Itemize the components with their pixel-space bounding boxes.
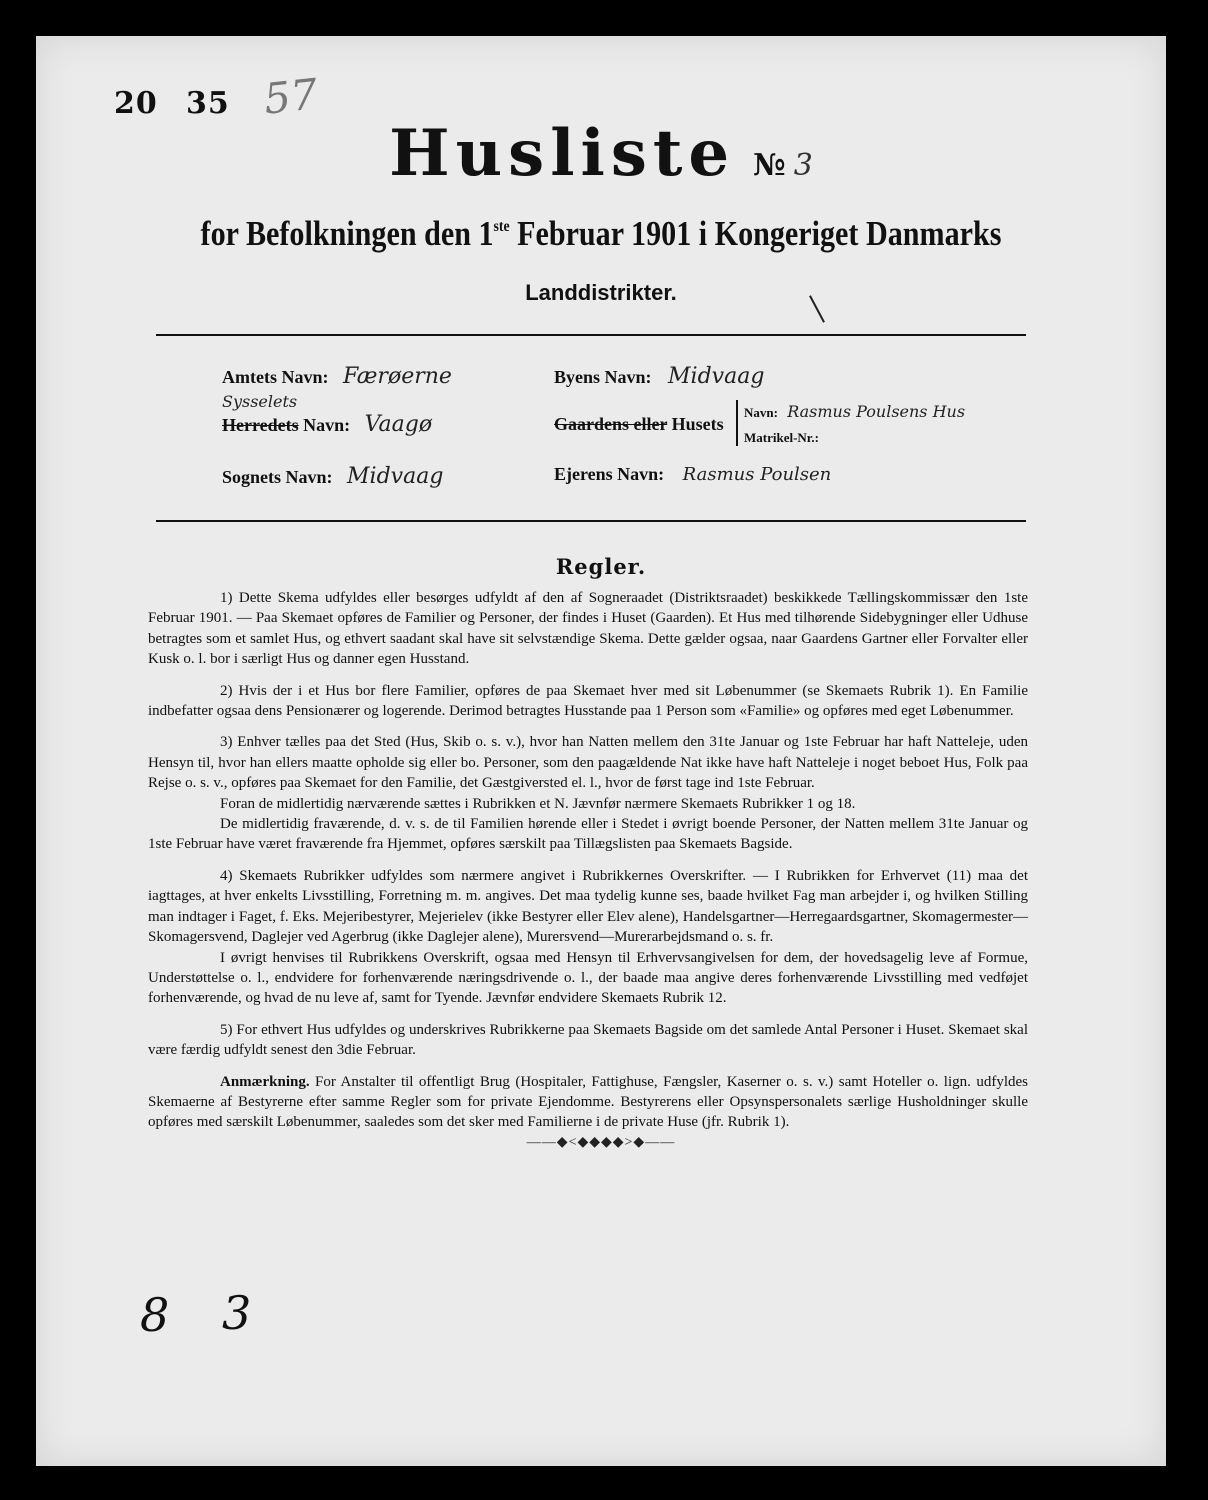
ejer-label: Ejerens Navn: <box>554 464 665 484</box>
ejer-field <box>554 464 831 485</box>
rule-2: 2) Hvis der i et Hus bor flere Familier, opføres de paa Skemaet hver med sit Løbenummer (se Skemaets Rubrik 1). En Familie indbefatter ogsaa dens Pensionærer og logerende. Derimod betragtes Husstande paa 1 Person som «Familie» og opføres med eget Løbenummer. <box>148 682 1028 720</box>
ornament-divider: ——◆<◆◆◆◆>◆—— <box>526 1135 676 1150</box>
subtitle-part-b: Februar 1901 i Kongeriget Danmarks <box>509 214 1002 253</box>
brace-line <box>736 400 738 446</box>
rule-4: 4) Skemaets Rubrikker udfyldes som nærmere angivet i Rubrikkernes Overskrifter. — I Rubrikken for Erhvervet (11) maa det iagttages, at hver enkelts Livsstilling, Forretning m. m. angives. Det maa tydelig kunne ses, baade hvilket Fag man arbejder i, og hvilken Stilling man indtager i Faget, f. Eks. Mejeribestyrer, Mejerielev (ikke Bestyrer eller Elev alene), Handelsgartner—Herregaardsgartner, Skomagermester—Skomagersvend, Daglejer ved Agerbrug (ikke Daglejer alene), Murersvend—Murerarbejdsmand o. s. fr. <box>148 867 1028 946</box>
gaard-struck: Gaardens eller <box>554 414 668 434</box>
by-value: Midvaag <box>668 364 765 389</box>
sogn-value: Midvaag <box>347 464 444 489</box>
hand-number-2: 3 <box>222 1286 252 1340</box>
title-main: Husliste <box>389 116 736 191</box>
amt-field <box>222 364 452 389</box>
matrikel: Matrikel-Nr.: <box>744 430 819 445</box>
sogn-field <box>222 464 443 489</box>
rule-4b: I øvrigt henvises til Rubrikkens Overskrift, ogsaa med Hensyn til Erhvervsangivelsen for dem, der hovedsagelig leve af Formue, Understøttelse o. l., endvidere for forhenværende næringsdrivende o. l., der baade maa angive deres forhenværende Livsstilling med vedføjet forhenværende, og hvad de nu leve af, samt for Tyende. Jævnfør endvidere Skemaets Rubrik 12. <box>148 949 1028 1007</box>
rule-1: 1) Dette Skema udfyldes eller besørges udfyldt af den af Sogneraadet (Distriktsraadet) beskikkede Tællingskommissær den 1ste Februar 1901. — Paa Skemaet opføres de Familier og Personer, der findes i Huset (Gaarden). Et Hus med tilhørende Sidebygninger eller Udhuse betragtes som et samlet Hus, og ethvert saadant skal have sit selvstændige Skema. Dette gælder ogsaa, naar Gaardens Gartner eller Forvalter eller Kusk o. l. bor i særligt Hus og danner egen Husstand. <box>148 590 1028 668</box>
gaard-navn <box>744 402 965 421</box>
ejer-value: Rasmus Poulsen <box>682 464 832 485</box>
rules-body <box>148 588 1028 1144</box>
subtitle-part-a: for Befolkningen den 1 <box>200 214 494 253</box>
amt-label: Amtets Navn: <box>222 367 329 387</box>
by-field <box>554 364 764 389</box>
gaard-navn-value: Rasmus Poulsens Hus <box>787 402 966 421</box>
herred-value: Vaagø <box>364 412 433 437</box>
gaard-navn-label: Navn: <box>744 405 778 420</box>
form-subtitle <box>115 214 1087 254</box>
herred-above <box>222 392 297 411</box>
herred-field <box>222 412 432 437</box>
title-no-value: 3 <box>793 148 813 183</box>
gaard-field <box>554 414 724 435</box>
rules-heading: Regler. <box>555 554 647 579</box>
herred-above-text: Sysselets <box>222 392 298 411</box>
amt-value: Færøerne <box>342 364 452 389</box>
by-label: Byens Navn: <box>554 367 652 387</box>
rule-note <box>148 1072 1028 1133</box>
herred-label: Navn: <box>298 415 351 435</box>
note-label: Anmærkning. <box>220 1073 310 1090</box>
stamp-number-right: 35 <box>186 86 230 121</box>
census-form-page <box>36 36 1166 1466</box>
note-text: For Anstalter til offentligt Brug (Hospitaler, Fattighuse, Fængsler, Kaserner o. s. v.) samt Hoteller o. lign. udfyldes Skemaerne af Bestyrerne efter samme Regler som for private Ejendomme. Bestyrerens eller Opsynspersonalets særlige Husholdninger skulle opføres med særskilt Løbenummer, saaledes som det sker med Familierne i de private Huse (jfr. Rubrik 1). <box>148 1073 1028 1131</box>
subtitle-sup: ste <box>493 218 510 235</box>
gaard-label: Husets <box>667 414 724 434</box>
fields-divider <box>156 520 1026 522</box>
herred-struck: Herredets <box>222 415 299 435</box>
form-title <box>36 116 1166 191</box>
rule-5: 5) For ethvert Hus udfyldes og underskrives Rubrikkerne paa Skemaets Bagside om det samlede Antal Personer i Huset. Skemaet skal være færdig udfyldt senest den 3die Februar. <box>148 1021 1028 1059</box>
top-divider <box>156 334 1026 336</box>
stamp-number-left: 20 <box>114 86 158 121</box>
pencil-number: 57 <box>261 69 320 124</box>
hand-number-1: 8 <box>140 1288 170 1342</box>
form-district-type: Landdistrikter. <box>525 280 677 305</box>
rule-3b: Foran de midlertidig nærværende sættes i Rubrikken et N. Jævnfør nærmere Skemaets Rubrikker 1 og 18. <box>220 795 856 812</box>
rule-3c: De midlertidig fraværende, d. v. s. de til Familien hørende eller i Stedet i øvrigt boende Personer, der Natten mellem 31te Januar og 1ste Februar have været fraværende fra Hjemmet, opføres særskilt paa Tillægslisten paa Skemaets Bagside. <box>148 816 1028 853</box>
sogn-label: Sognets Navn: <box>222 467 333 487</box>
rule-3: 3) Enhver tælles paa det Sted (Hus, Skib o. s. v.), hvor han Natten mellem den 31te Januar og 1ste Februar har haft Natteleje, uden Hensyn til, hvor han ellers maatte opholde sig eller bo. Personer, som den paagældende Nat ikke have haft Natteleje i noget beboet Hus, Folk paa Rejse o. s. v., opføres paa Skemaet for den Familie, det Gæstgiversted el. l., hvor de først tage ind 1ste Februar. <box>148 734 1028 792</box>
title-no-label: № <box>753 148 786 183</box>
